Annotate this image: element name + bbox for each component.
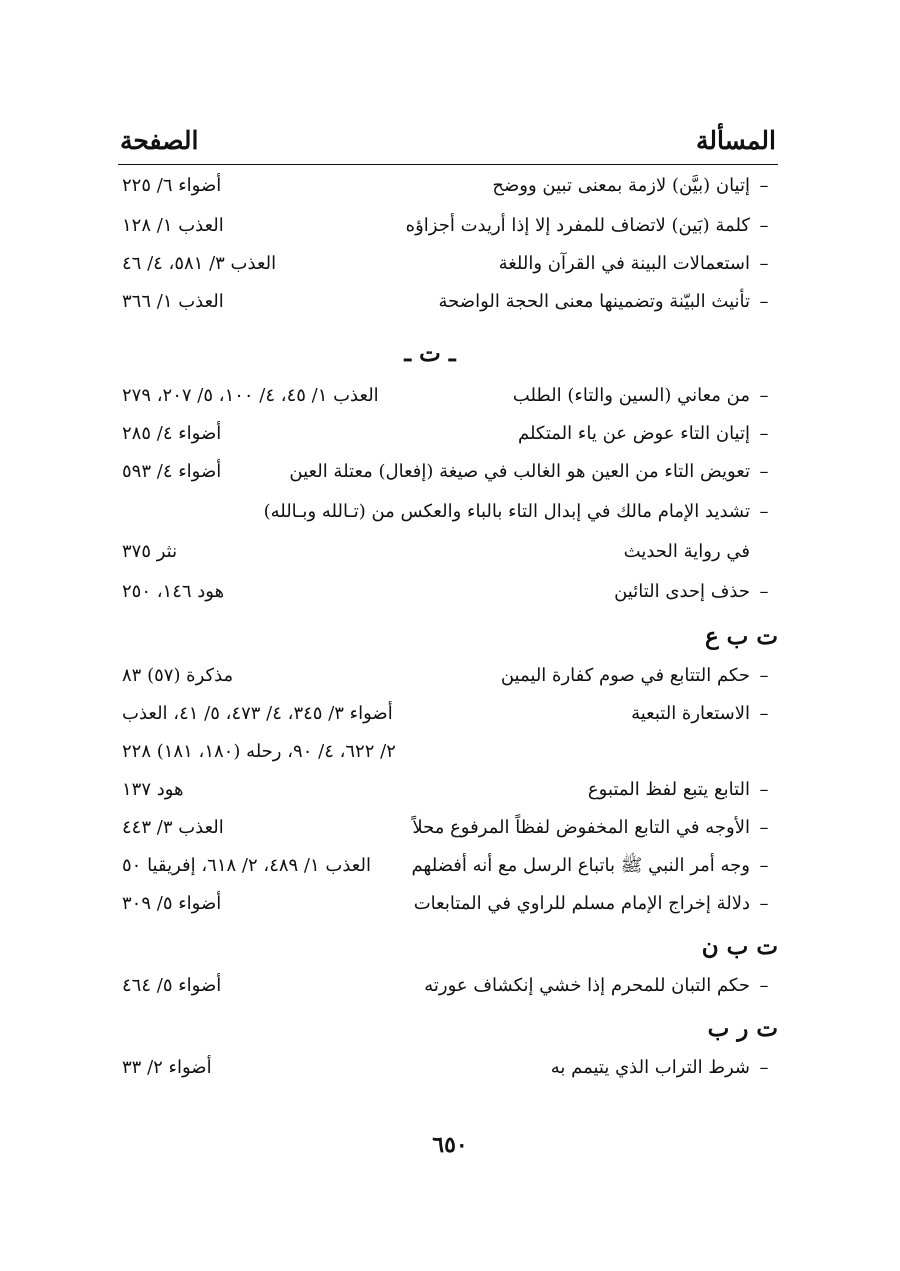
column-title-page: الصفحة: [120, 126, 199, 155]
index-entry: [118, 660, 778, 692]
bullet-dash: –: [759, 215, 769, 236]
bullet-dash: –: [759, 855, 769, 876]
entry-text: إتيان التاء عوض عن ياء المتكلم: [517, 423, 750, 444]
entry-text: دلالة إخراج الإمام مسلم للراوي في المتابعات: [413, 893, 750, 914]
entry-reference-continuation: ٢/ ٦٢٢، ٤/ ٩٠، رحله (١٨٠، ١٨١) ٢٢٨: [122, 741, 396, 762]
root-heading-tbn: ت ب ن: [701, 933, 778, 960]
bullet-dash: –: [759, 703, 769, 724]
entry-reference: أضواء ٣/ ٣٤٥، ٤/ ٤٧٣، ٥/ ٤١، العذب: [122, 703, 393, 724]
entry-reference: أضواء ٤/ ٥٩٣: [122, 461, 222, 482]
bullet-dash: –: [759, 175, 769, 196]
bullet-dash: –: [759, 291, 769, 312]
entry-text: تعويض التاء من العين هو الغالب في صيغة (إفعال) معتلة العين: [289, 461, 750, 482]
index-entry: [118, 456, 778, 488]
entry-reference: أضواء ٥/ ٣٠٩: [122, 893, 222, 914]
entry-reference: العذب ١/ ٤٨٩، ٢/ ٦١٨، إفريقيا ٥٠: [122, 855, 371, 876]
entry-text: الأوجه في التابع المخفوض لفظاً المرفوع محلاً: [412, 817, 750, 838]
index-entry: [118, 576, 778, 608]
index-entry: [118, 286, 778, 318]
entry-text: حكم التبان للمحرم إذا خشي إنكشاف عورته: [424, 975, 750, 996]
index-entry: [118, 380, 778, 412]
index-entry: [118, 812, 778, 844]
bullet-dash: –: [759, 817, 769, 838]
entry-reference: أضواء ٥/ ٤٦٤: [122, 975, 222, 996]
bullet-dash: –: [759, 665, 769, 686]
entry-text: كلمة (بَين) لاتضاف للمفرد إلا إذا أريدت أجزاؤه: [405, 215, 750, 236]
bullet-dash: –: [759, 501, 769, 522]
entry-text: حذف إحدى التائين: [614, 581, 750, 602]
entry-reference: أضواء ٢/ ٣٣: [122, 1057, 212, 1078]
entry-text: تأنيث البيّنة وتضمينها معنى الحجة الواضحة: [438, 291, 750, 312]
index-entry: [118, 970, 778, 1002]
index-entry: [118, 248, 778, 280]
entry-text: التابع يتبع لفظ المتبوع: [587, 779, 750, 800]
root-heading-trb: ت ر ب: [707, 1015, 778, 1042]
bullet-dash: –: [759, 779, 769, 800]
entry-reference: العذب ١/ ٤٥، ٤/ ١٠٠، ٥/ ٢٠٧، ٢٧٩: [122, 385, 379, 406]
column-title-issue: المسألة: [696, 126, 776, 155]
bullet-dash: –: [759, 1057, 769, 1078]
entry-reference: العذب ١/ ١٢٨: [122, 215, 224, 236]
entry-text: شرط التراب الذي يتيمم به: [550, 1057, 750, 1078]
index-header: [118, 124, 778, 165]
bullet-dash: –: [759, 461, 769, 482]
index-entry: [118, 170, 778, 202]
index-entry: [118, 774, 778, 806]
index-entry: [118, 888, 778, 920]
entry-text: تشديد الإمام مالك في إبدال التاء بالباء والعكس من (تـالله وبـالله): [263, 501, 750, 522]
bullet-dash: –: [759, 253, 769, 274]
bullet-dash: –: [759, 581, 769, 602]
index-entry: [118, 1052, 778, 1084]
entry-reference: أضواء ٦/ ٢٢٥: [122, 175, 222, 196]
entry-text: حكم التتابع في صوم كفارة اليمين: [500, 665, 750, 686]
bullet-dash: –: [759, 893, 769, 914]
entry-reference: العذب ٣/ ٤٤٣: [122, 817, 224, 838]
entry-reference: هود ١٤٦، ٢٥٠: [122, 581, 225, 602]
entry-reference: مذكرة (٥٧) ٨٣: [122, 665, 234, 686]
index-entry-continuation: [118, 736, 778, 768]
entry-reference: العذب ٣/ ٥٨١، ٤/ ٤٦: [122, 253, 277, 274]
index-entry-continuation: [118, 536, 778, 568]
index-entry: [118, 698, 778, 730]
letter-group-heading: ـ ت ـ: [404, 340, 456, 367]
bullet-dash: –: [759, 423, 769, 444]
entry-text: من معاني (السين والتاء) الطلب: [512, 385, 750, 406]
index-entry: [118, 210, 778, 242]
bullet-dash: –: [759, 975, 769, 996]
entry-reference: هود ١٣٧: [122, 779, 184, 800]
index-entry: [118, 418, 778, 450]
index-entry: [118, 850, 778, 882]
entry-reference: العذب ١/ ٣٦٦: [122, 291, 224, 312]
entry-text: استعمالات البينة في القرآن واللغة: [498, 253, 750, 274]
page-number: ٦٥٠: [432, 1132, 468, 1158]
entry-text: إتيان (بيَّن) لازمة بمعنى تبين ووضح: [492, 175, 750, 196]
index-entry: [118, 496, 778, 528]
entry-reference: نثر ٣٧٥: [122, 541, 178, 562]
entry-reference: أضواء ٤/ ٢٨٥: [122, 423, 222, 444]
root-heading-tb3: ت ب ع: [704, 623, 778, 650]
entry-text-continuation: في رواية الحديث: [623, 541, 750, 562]
entry-text: الاستعارة التبعية: [631, 703, 750, 724]
entry-text: وجه أمر النبي ﷺ باتباع الرسل مع أنه أفضلهم: [411, 855, 750, 876]
bullet-dash: –: [759, 385, 769, 406]
